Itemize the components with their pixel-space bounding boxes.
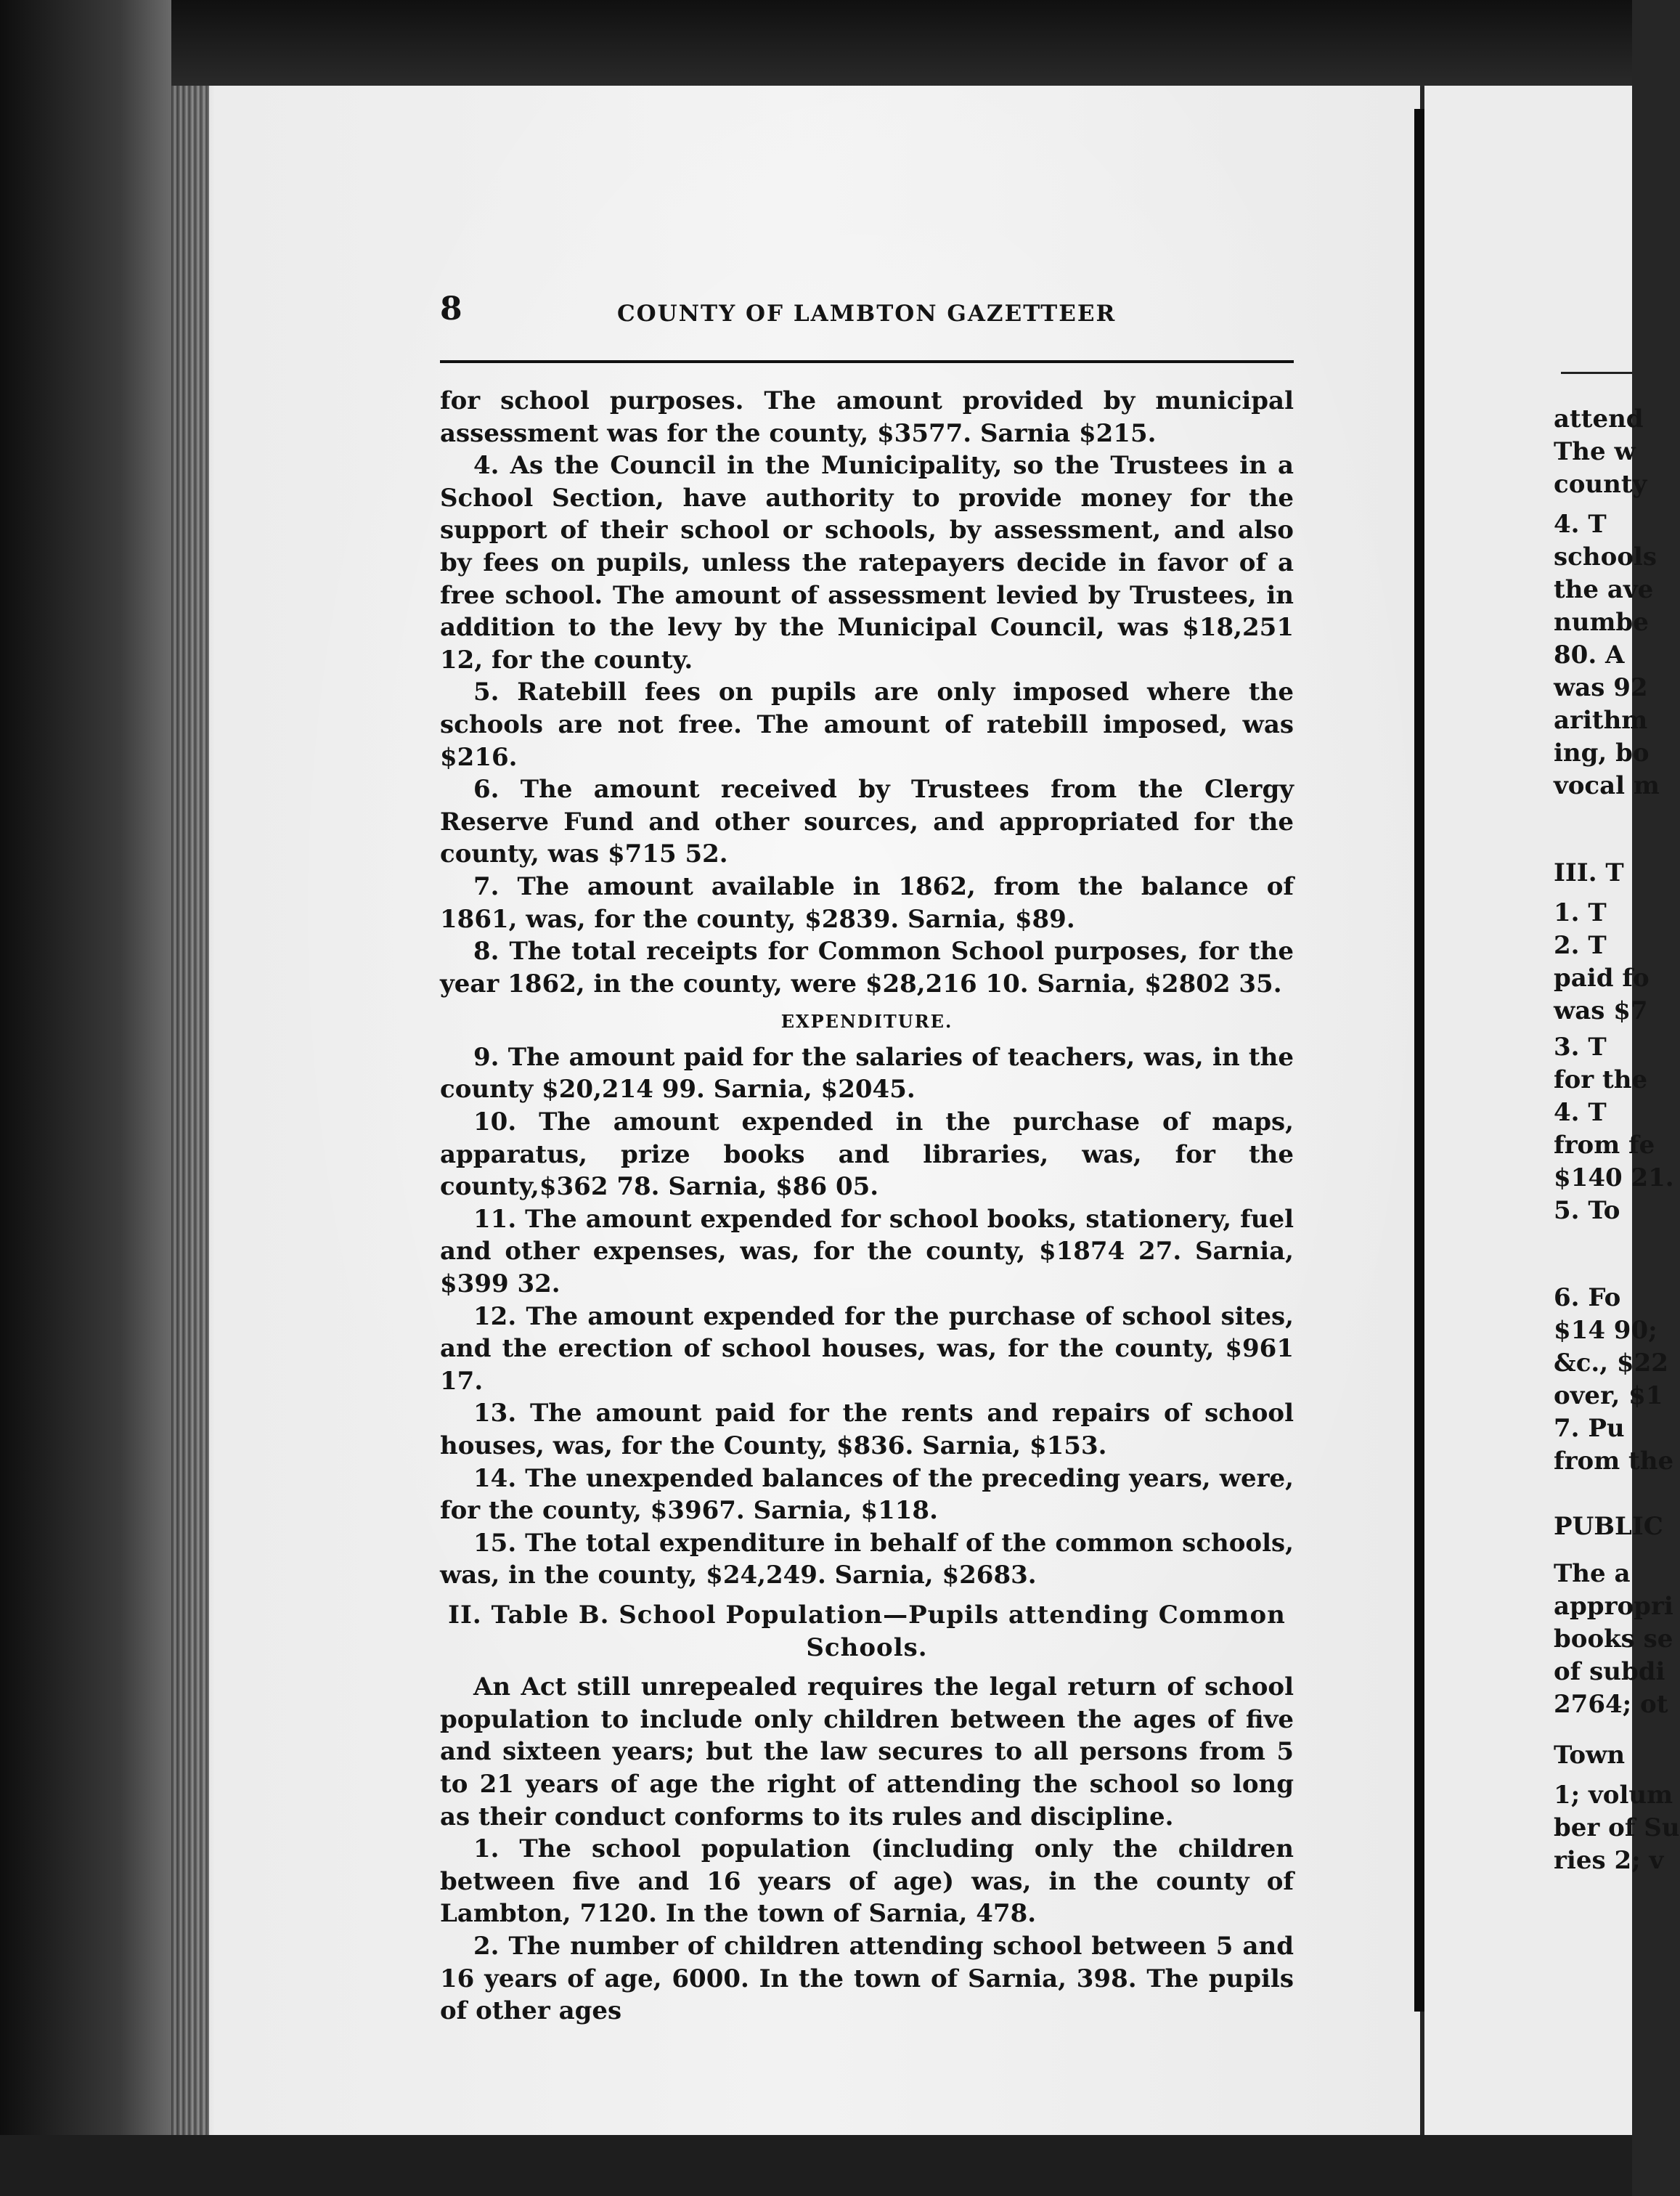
header-rule	[440, 360, 1294, 363]
paragraph: for school purposes. The amount provided by municipal assessment was for the county, $3577. Sarnia $215.	[440, 386, 1294, 448]
running-head: COUNTY OF LAMBTON GAZETTEER	[617, 301, 1117, 327]
paragraph: 2. The number of children attending school between 5 and 16 years of age, 6000. In the town of Sarnia, 398. The pupils of other ages	[440, 1931, 1294, 2026]
right-page-line: over, $1	[1554, 1381, 1663, 1410]
right-page-line: &c., $22	[1554, 1349, 1668, 1378]
right-page-line: of subdi	[1554, 1657, 1665, 1686]
paragraph: 15. The total expenditure in behalf of the common schools, was, in the county, $24,249. Sarnia, $2683.	[440, 1528, 1294, 1590]
right-page-line: was 92	[1554, 673, 1648, 702]
book-gutter	[1414, 109, 1424, 2012]
right-page-line: ing, bo	[1554, 739, 1650, 768]
right-page-line: 5. To	[1554, 1196, 1620, 1225]
paragraph: 8. The total receipts for Common School purposes, for the year 1862, in the county, were $28,216 10. Sarnia, $2802 35.	[440, 937, 1294, 999]
scan-left-border	[0, 0, 171, 2196]
paragraph: 4. As the Council in the Municipality, so the Trustees in a School Section, have authority to provide money for the support of their school or schools, by assessment, and also by fees on pupils, unless the ratepayers decide in favor of a free school. The amount of assessment levied by Trustees, in addition to the levy by the Municipal Council, was $18,251 12, for the county.	[440, 451, 1294, 675]
right-page-line: III. T	[1554, 858, 1624, 887]
paragraph: 1. The school population (including only the children between five and 16 years of age) was, in the county of Lambton, 7120. In the town of Sarnia, 478.	[440, 1834, 1294, 1929]
right-page-line: was $7	[1554, 996, 1648, 1025]
section-title: II. Table B. School Population—Pupils attending Common Schools.	[448, 1600, 1286, 1662]
paragraph: 11. The amount expended for school books, stationery, fuel and other expenses, was, for the county, $1874 27. Sarnia, $399 32.	[440, 1204, 1294, 1299]
right-page-line: 1. T	[1554, 898, 1607, 927]
paragraph: 6. The amount received by Trustees from the Clergy Reserve Fund and other sources, and appropriated for the county, was $715 52.	[440, 775, 1294, 869]
right-page-line: appropri	[1554, 1592, 1673, 1621]
right-page-line: 2. T	[1554, 931, 1607, 960]
paragraph: 13. The amount paid for the rents and repairs of school houses, was, for the County, $836. Sarnia, $153.	[440, 1399, 1294, 1460]
page-edges	[171, 86, 209, 2148]
right-page-line: 3. T	[1554, 1033, 1607, 1062]
right-page-line: county	[1554, 470, 1647, 499]
right-page-line: attend	[1554, 404, 1644, 434]
right-page-line: ries 2; v	[1554, 1846, 1664, 1875]
right-page-line: from the	[1554, 1447, 1674, 1476]
right-page-line: 80. A	[1554, 640, 1625, 670]
right-page-line: 4. T	[1554, 510, 1607, 539]
right-page-line: ber of Su	[1554, 1813, 1680, 1842]
paragraph: 10. The amount expended in the purchase of maps, apparatus, prize books and libraries, was, for the county,$362 78. Sarnia, $86 05.	[440, 1107, 1294, 1202]
paragraph: 5. Ratebill fees on pupils are only imposed where the schools are not free. The amount of ratebill imposed, was $216.	[440, 678, 1294, 772]
page-text	[440, 385, 1294, 2028]
right-page-line: $140 21.	[1554, 1163, 1674, 1192]
right-page-line: $14 90;	[1554, 1316, 1657, 1345]
right-page-line: Town	[1554, 1741, 1626, 1770]
right-page-line: vocal m	[1554, 771, 1660, 800]
paragraph: 9. The amount paid for the salaries of teachers, was, in the county $20,214 99. Sarnia, $2045.	[440, 1042, 1294, 1105]
right-page-line: for the	[1554, 1065, 1648, 1094]
scan-bottom-border	[0, 2135, 1632, 2196]
paragraph: 14. The unexpended balances of the preceding years, were, for the county, $3967. Sarnia, $118.	[440, 1463, 1294, 1526]
right-page-line: paid fo	[1554, 964, 1650, 993]
right-page-line: The a	[1554, 1559, 1631, 1588]
scan-top-border	[0, 0, 1632, 87]
right-page-line: books se	[1554, 1624, 1673, 1654]
right-page-line: 1; volum	[1554, 1781, 1673, 1810]
page-number: 8	[440, 290, 462, 328]
right-page-line: schools	[1554, 542, 1657, 572]
right-page-line: 2764; ot	[1554, 1690, 1668, 1719]
right-page-line: The w	[1554, 437, 1636, 466]
right-page-line: 4. T	[1554, 1098, 1607, 1127]
expenditure-heading: EXPENDITURE.	[780, 1011, 953, 1033]
right-page-rule	[1561, 372, 1632, 374]
paragraph: An Act still unrepealed requires the legal return of school population to include only children between the ages of five and sixteen years; but the law secures to all persons from 5 to 21 years of age the right of attending the school so long as their conduct conforms to its rules and discipline.	[440, 1672, 1294, 1831]
right-page-line: arithm	[1554, 706, 1648, 735]
right-page-line: PUBLIC	[1554, 1512, 1663, 1541]
paragraph: 12. The amount expended for the purchase of school sites, and the erection of school houses, was, for the county, $961 17.	[440, 1301, 1294, 1396]
right-page-line: 6. Fo	[1554, 1283, 1621, 1312]
right-page-line: numbe	[1554, 608, 1649, 637]
right-page-line: from fe	[1554, 1131, 1655, 1160]
right-page-line: 7. Pu	[1554, 1414, 1625, 1443]
right-page-line: the ave	[1554, 575, 1654, 604]
paragraph: 7. The amount available in 1862, from the balance of 1861, was, for the county, $2839. Sarnia, $89.	[440, 871, 1294, 934]
